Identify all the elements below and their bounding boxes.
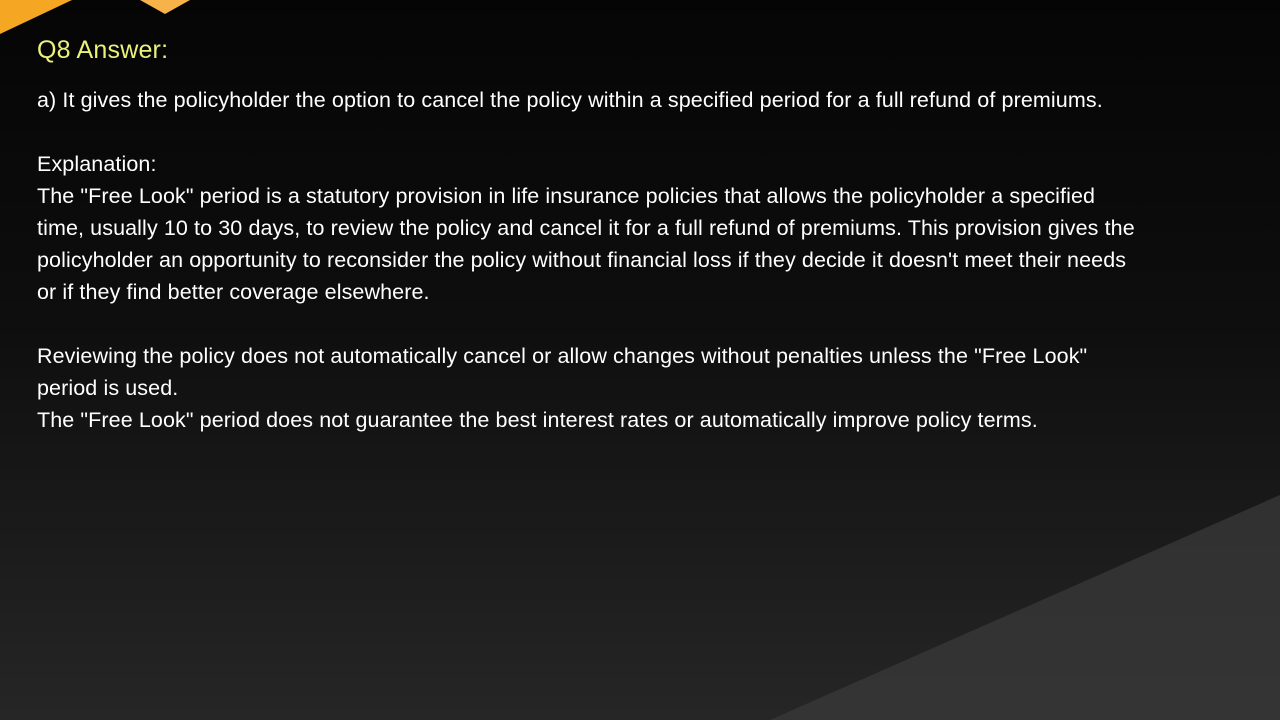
answer-text: a) It gives the policyholder the option to cancel the policy within a specified period for a full refund of premiums. — [37, 88, 1103, 112]
note-text-interest-rates: The "Free Look" period does not guarantee the best interest rates or automatically improve policy terms. — [37, 408, 1038, 432]
slide-content — [37, 30, 1137, 436]
note-text-reviewing: Reviewing the policy does not automatically cancel or allow changes without penalties unless the "Free Look" period is used. — [37, 344, 1088, 400]
explanation-label: Explanation: — [37, 152, 157, 176]
slide-title: Q8 Answer: — [37, 36, 169, 64]
explanation-text: The "Free Look" period is a statutory provision in life insurance policies that allows the policyholder a specified time, usually 10 to 30 days, to review the policy and cancel it for a full refund of premiums. This provision gives the policyholder an opportunity to reconsider the policy without financial loss if they decide it doesn't meet their needs or if they find better coverage elsewhere. — [37, 184, 1135, 304]
